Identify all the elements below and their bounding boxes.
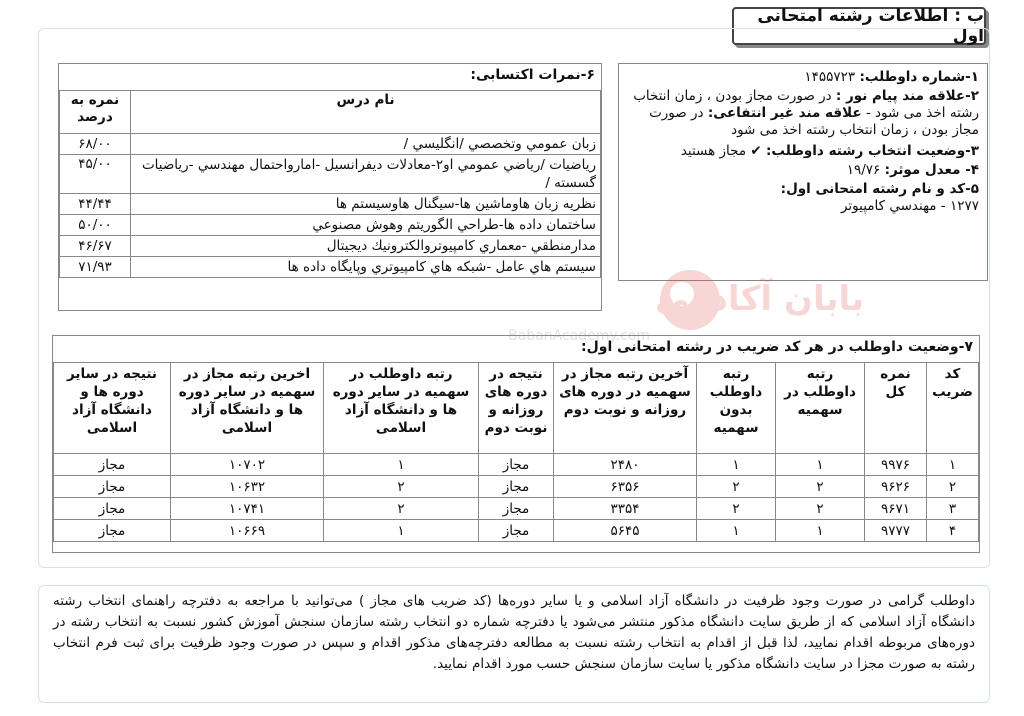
status-cell: ۲	[697, 498, 776, 520]
status-cell: ۲	[697, 476, 776, 498]
interest-pnu-text: در صورت مجاز بودن ، زمان انتخاب رشته اخذ می شود -	[633, 88, 979, 121]
table-row	[60, 257, 601, 278]
status-cell: ۲	[776, 476, 865, 498]
gpa-label: ۴- معدل موثر:	[884, 162, 979, 178]
table-row	[54, 498, 979, 520]
table-row	[60, 155, 601, 194]
note-text: داوطلب گرامی در صورت وجود ظرفیت در دانشگاه آزاد اسلامی و یا سایر دوره‌ها (کد ضریب های مجاز ) می‌توانید با مراجعه به دفترچه راهنمای انتخاب رشته دانشگاه آزاد اسلامی که از طریق سایت دانشگاه مذکور منتشر می‌شود یا دفترچه شماره دو انتخاب رشته سازمان سنجش آموزش کشور نسبت به انتخاب رشته در دوره‌های مربوطه اقدام نمایید، لذا قبل از اقدام به انتخاب رشته نسبت به مطالعه دفترچه‌های مذکور اقدام و سپس در صورت وجود ظرفیت برای ثبت فرم انتخاب رشته به صورت مجزا در سایت دانشگاه مذکور یا سایت سازمان سنجش حسب مورد اقدام نمایید.	[53, 593, 975, 672]
grade-subject: رياضيات /رياضي عمومي او۲-معادلات ديفرانسيل -امارواحتمال مهندسي -رياضيات گسسته /	[131, 155, 601, 194]
grade-percent: ۵۰/۰۰	[60, 215, 131, 236]
status-cell: ۱	[776, 520, 865, 542]
status-title: ۷-وضعیت داوطلب در هر کد ضریب در رشته امتحانی اول:	[581, 339, 973, 355]
selection-status-row	[625, 143, 979, 160]
grade-subject: ساختمان داده ها-طراحي الگوريتم وهوش مصنوعي	[131, 215, 601, 236]
status-cell: مجاز	[54, 520, 171, 542]
status-cell: مجاز	[54, 476, 171, 498]
field-value: ۱۲۷۷ - مهندسي كامپيوتر	[840, 198, 979, 214]
interest-nonprofit-label: علاقه مند غیر انتفاعی:	[707, 105, 862, 121]
status-cell: مجاز	[479, 454, 554, 476]
grade-subject: نظريه زبان هاوماشين ها-سيگنال هاوسيستم ها	[131, 194, 601, 215]
grade-percent: ۶۸/۰۰	[60, 134, 131, 155]
applicant-number-row	[625, 69, 979, 86]
status-table	[53, 362, 979, 542]
status-header-code: کد ضریب	[927, 363, 979, 454]
selection-status: مجاز هستید	[680, 143, 747, 159]
status-header-rank-other: رتبه داوطلب در سهمیه در سایر دوره ها و دانشگاه آزاد اسلامی	[324, 363, 479, 454]
status-header-rank-quota: رتبه داوطلب در سهمیه	[776, 363, 865, 454]
applicant-number-label: ۱-شماره داوطلب:	[859, 69, 979, 85]
table-row	[60, 134, 601, 155]
grades-header-percent: نمره به درصد	[60, 91, 131, 134]
status-cell: ۲۴۸۰	[554, 454, 697, 476]
status-cell: ۱۰۶۳۲	[171, 476, 324, 498]
status-cell: ۲	[324, 476, 479, 498]
status-box	[52, 335, 980, 553]
table-row	[54, 454, 979, 476]
section-title: ب : اطلاعات رشته امتحانی اول	[732, 7, 986, 45]
grade-percent: ۴۴/۴۴	[60, 194, 131, 215]
gpa-value: ۱۹/۷۶	[846, 162, 881, 178]
status-cell: مجاز	[54, 498, 171, 520]
interest-pnu-label: ۲-علاقه مند پیام نور :	[835, 88, 979, 104]
watermark-name: بابان آکادمی	[655, 279, 865, 319]
status-cell: ۹۶۲۶	[865, 476, 927, 498]
interest-nonprofit-text: در صورت مجاز بودن ، زمان انتخاب رشته اخذ می شود	[649, 105, 979, 138]
grade-subject: سيستم هاي عامل -شبكه هاي كامپيوتري وپايگاه داده ها	[131, 257, 601, 278]
status-header-last-rank-day: آخرین رتبه مجاز در سهمیه در دوره های روزانه و نوبت دوم	[554, 363, 697, 454]
status-cell: ۹۶۷۱	[865, 498, 927, 520]
status-cell: ۱۰۷۰۲	[171, 454, 324, 476]
status-cell: ۱	[324, 520, 479, 542]
status-cell: ۹۹۷۶	[865, 454, 927, 476]
status-cell: ۱	[927, 454, 979, 476]
grades-title: ۶-نمرات اکتسابی:	[470, 67, 595, 83]
status-header-rank-noquota: رتبه داوطلب بدون سهمیه	[697, 363, 776, 454]
status-cell: ۱۰۷۴۱	[171, 498, 324, 520]
grade-subject: مدارمنطقي -معماري كامپيوتروالكترونيك ديجيتال	[131, 236, 601, 257]
status-header-result-other: نتیجه در سایر دوره ها و دانشگاه آزاد اسلامی	[54, 363, 171, 454]
grade-percent: ۴۶/۶۷	[60, 236, 131, 257]
table-row	[54, 520, 979, 542]
grade-percent: ۴۵/۰۰	[60, 155, 131, 194]
status-cell: ۱	[697, 520, 776, 542]
status-header-score: نمره کل	[865, 363, 927, 454]
status-cell: مجاز	[479, 520, 554, 542]
grades-table	[59, 90, 601, 278]
interest-row	[625, 88, 979, 139]
status-cell: مجاز	[479, 476, 554, 498]
status-cell: ۱	[697, 454, 776, 476]
status-cell: ۶۳۵۶	[554, 476, 697, 498]
status-cell: ۴	[927, 520, 979, 542]
status-cell: ۲	[776, 498, 865, 520]
note-box	[38, 585, 990, 703]
field-label: ۵-کد و نام رشته امتحانی اول:	[780, 181, 979, 197]
status-header-last-rank-other: اخرین رتبه مجاز در سهمیه در سایر دوره ها و دانشگاه آزاد اسلامی	[171, 363, 324, 454]
status-cell: ۱	[776, 454, 865, 476]
field-row	[625, 181, 979, 215]
status-cell: ۱۰۶۶۹	[171, 520, 324, 542]
status-cell: ۱	[324, 454, 479, 476]
table-row	[54, 476, 979, 498]
status-cell: ۹۷۷۷	[865, 520, 927, 542]
status-cell: مجاز	[54, 454, 171, 476]
gpa-row	[625, 162, 979, 179]
status-cell: ۲	[324, 498, 479, 520]
status-header-result-day: نتیجه در دوره های روزانه و نوبت دوم	[479, 363, 554, 454]
table-row	[60, 236, 601, 257]
watermark-url: BabanAcademy.com	[508, 328, 650, 344]
grades-box	[58, 63, 602, 311]
grade-percent: ۷۱/۹۳	[60, 257, 131, 278]
status-cell: ۵۶۴۵	[554, 520, 697, 542]
status-cell: ۳	[927, 498, 979, 520]
grade-subject: زبان عمومي وتخصصي /انگليسي /	[131, 134, 601, 155]
status-cell: ۳۳۵۴	[554, 498, 697, 520]
applicant-info-box	[618, 63, 988, 281]
applicant-number: ۱۴۵۵۷۲۳	[804, 69, 856, 85]
status-cell: ۲	[927, 476, 979, 498]
table-row	[60, 194, 601, 215]
grades-header-subject: نام درس	[131, 91, 601, 134]
status-cell: مجاز	[479, 498, 554, 520]
table-row	[60, 215, 601, 236]
selection-status-label: ۳-وضعیت انتخاب رشته داوطلب:	[766, 143, 979, 159]
check-icon: ✔	[750, 143, 762, 159]
